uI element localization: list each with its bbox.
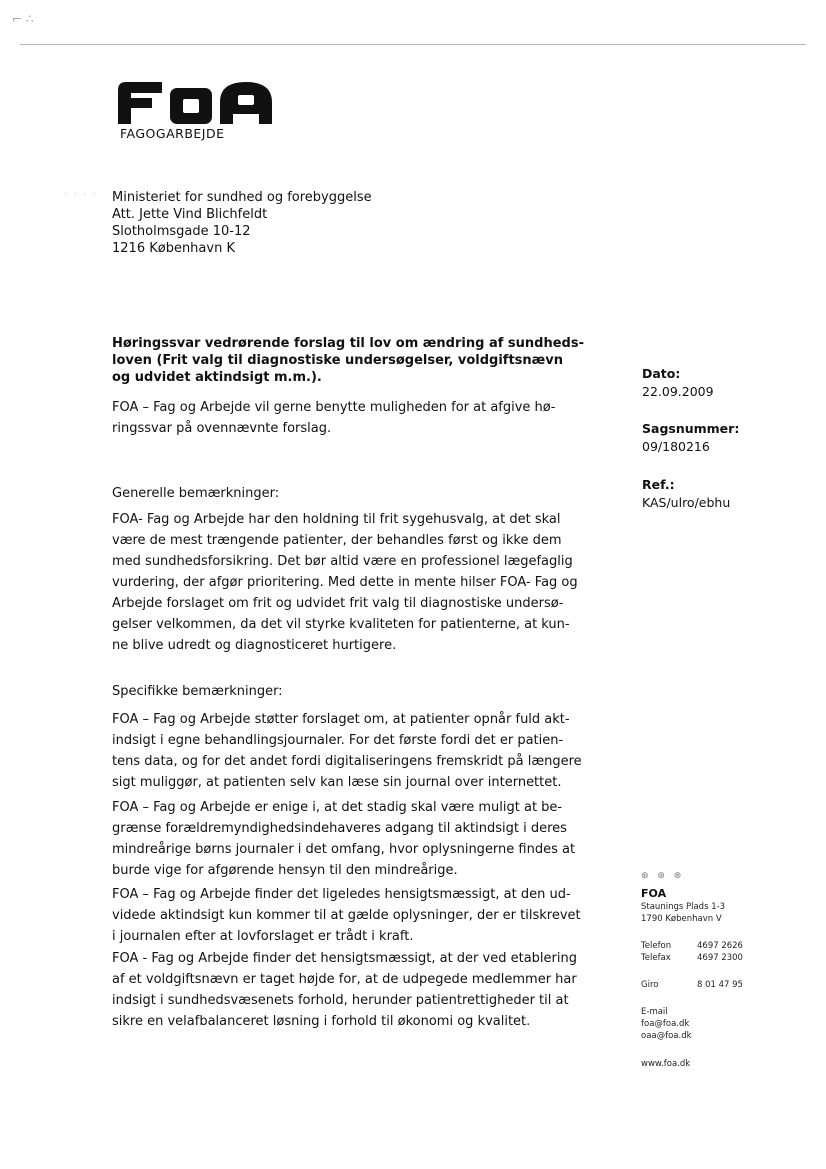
fax-label: Telefax <box>641 953 671 963</box>
paragraph-line: være de mest trængende patienter, der behandles først og ikke dem <box>112 533 562 548</box>
specific-paragraph-4 <box>112 948 596 1032</box>
paragraph-line: FOA – Fag og Arbejde finder det ligeledes hensigtsmæssigt, at den ud- <box>112 887 571 902</box>
specific-paragraph-3 <box>112 884 596 947</box>
paragraph-line: FOA- Fag og Arbejde har den holdning til frit sygehusvalg, at det skal <box>112 512 561 527</box>
footer-icons: ⊛ ⊛ ⊛ <box>641 871 685 881</box>
footer-giro <box>641 979 743 991</box>
paragraph-line: FOA – Fag og Arbejde støtter forslaget om, at patienter opnår fuld akt- <box>112 712 570 727</box>
subject-line: og udvidet aktindsigt m.m.). <box>112 370 322 385</box>
email-label: E-mail <box>641 1007 668 1017</box>
intro-paragraph <box>112 397 596 439</box>
subject-line: loven (Frit valg til diagnostiske undersøgelser, voldgiftsnævn <box>112 353 564 368</box>
specific-heading: Specifikke bemærkninger: <box>112 684 283 699</box>
paragraph-line: af et voldgiftsnævn er taget højde for, at de udpegede medlemmer har <box>112 972 577 987</box>
address-line: Att. Jette Vind Blichfeldt <box>112 207 268 222</box>
paragraph-line: FOA – Fag og Arbejde vil gerne benytte muligheden for at afgive hø- <box>112 400 556 415</box>
paragraph-line: indsigt i sundhedsvæsenets forhold, herunder patientrettigheder til at <box>112 993 569 1008</box>
paragraph-line: mindreårige børns journaler i det omfang, hvor oplysningerne findes at <box>112 842 576 857</box>
top-divider <box>20 44 806 45</box>
paragraph-line: sikre en velafbalanceret løsning i forhold til økonomi og kvalitet. <box>112 1014 531 1029</box>
paragraph-line: Arbejde forslaget om frit og udvidet frit valg til diagnostiske undersø- <box>112 596 564 611</box>
footer-address-line: 1790 København V <box>641 914 722 924</box>
footer-brand: FOA <box>641 887 667 900</box>
foa-logo <box>118 80 278 142</box>
paragraph-line: indsigt i egne behandlingsjournaler. For det første fordi det er patien- <box>112 733 564 748</box>
date-block <box>642 365 714 401</box>
date-label: Dato: <box>642 366 681 381</box>
reference-label: Ref.: <box>642 477 675 492</box>
recipient-address <box>112 189 372 257</box>
phone-label: Telefon <box>641 941 672 951</box>
footer-phone-row <box>641 940 743 952</box>
date-value: 22.09.2009 <box>642 384 714 399</box>
phone-value: 4697 2626 <box>697 941 743 951</box>
footer-phone-fax <box>641 940 743 964</box>
paragraph-line: i journalen efter at lovforslaget er trådt i kraft. <box>112 929 414 944</box>
scan-dots: · · · · <box>64 190 99 200</box>
reference-value: KAS/ulro/ebhu <box>642 495 731 510</box>
paragraph-line: vurdering, der afgør prioritering. Med dette in mente hilser FOA- Fag og <box>112 575 578 590</box>
paragraph-line: FOA – Fag og Arbejde er enige i, at det stadig skal være muligt at be- <box>112 800 563 815</box>
foa-logo-mark <box>118 80 278 126</box>
address-line: Ministeriet for sundhed og forebyggelse <box>112 190 372 205</box>
website-link[interactable]: www.foa.dk <box>641 1059 691 1069</box>
letter-subject <box>112 335 592 386</box>
email-link[interactable]: oaa@foa.dk <box>641 1031 692 1041</box>
footer-address <box>641 901 725 925</box>
footer-giro-row <box>641 979 743 991</box>
footer-web <box>641 1058 690 1070</box>
giro-label: Giro <box>641 980 659 990</box>
address-line: 1216 København K <box>112 241 235 256</box>
giro-value: 8 01 47 95 <box>697 980 743 990</box>
paragraph-line: ne blive udredt og diagnosticeret hurtigere. <box>112 638 397 653</box>
case-number-block <box>642 420 739 456</box>
fax-value: 4697 2300 <box>697 953 743 963</box>
paragraph-line: FOA - Fag og Arbejde finder det hensigtsmæssigt, at der ved etablering <box>112 951 577 966</box>
reference-block <box>642 476 730 512</box>
footer-address-line: Staunings Plads 1-3 <box>641 902 726 912</box>
logo-tagline: FAGOGARBEJDE <box>120 126 225 141</box>
footer-fax-row <box>641 952 743 964</box>
address-line: Slotholmsgade 10-12 <box>112 224 251 239</box>
general-heading: Generelle bemærkninger: <box>112 486 280 501</box>
specific-paragraph-2 <box>112 797 596 881</box>
email-link[interactable]: foa@foa.dk <box>641 1019 690 1029</box>
footer-email <box>641 1006 692 1042</box>
case-number-value: 09/180216 <box>642 439 710 454</box>
case-number-label: Sagsnummer: <box>642 421 740 436</box>
scan-mark: ⌐ ∴ <box>12 12 34 26</box>
paragraph-line: grænse forældremyndighedsindehaveres adgang til aktindsigt i deres <box>112 821 567 836</box>
general-paragraph <box>112 509 596 656</box>
subject-line: Høringssvar vedrørende forslag til lov om ændring af sundheds- <box>112 336 584 351</box>
paragraph-line: sigt muliggør, at patienten selv kan læse sin journal over internettet. <box>112 775 562 790</box>
paragraph-line: med sundhedsforsikring. Det bør altid være en professionel lægefaglig <box>112 554 573 569</box>
paragraph-line: gelser velkommen, da det vil styrke kvaliteten for patienterne, at kun- <box>112 617 570 632</box>
paragraph-line: tens data, og for det andet fordi digitaliseringens fremskridt på længere <box>112 754 582 769</box>
paragraph-line: videde aktindsigt kun kommer til at gælde oplysninger, der er tilskrevet <box>112 908 581 923</box>
paragraph-line: ringssvar på ovennævnte forslag. <box>112 421 332 436</box>
specific-paragraph-1 <box>112 709 596 793</box>
paragraph-line: burde vige for afgørende hensyn til den mindreårige. <box>112 863 458 878</box>
